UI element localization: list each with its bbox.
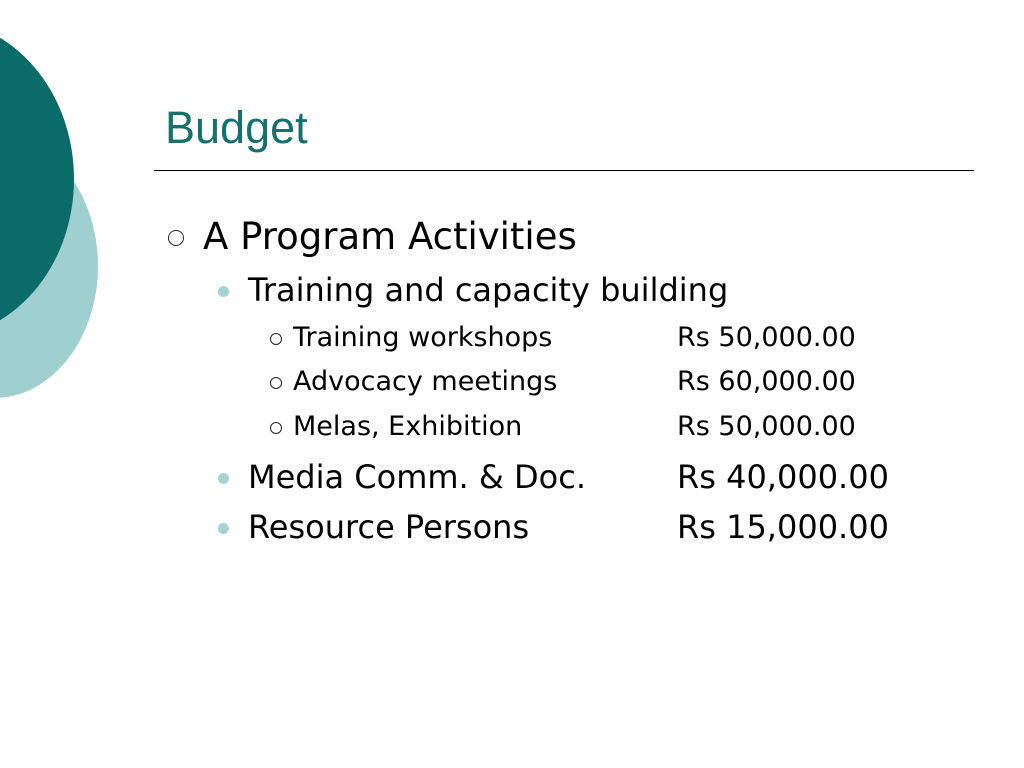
item-label: Melas, Exhibition	[293, 411, 523, 442]
item-amount: Rs 40,000.00	[677, 458, 889, 496]
item-amount: Rs 15,000.00	[677, 508, 889, 546]
filled-circle-bullet-icon	[218, 523, 229, 534]
title-divider	[154, 170, 974, 171]
hollow-circle-bullet-icon	[270, 377, 282, 389]
bullet-label: Training and capacity building	[248, 271, 729, 309]
item-label: Resource Persons	[248, 508, 530, 546]
filled-circle-bullet-icon	[218, 473, 229, 484]
filled-circle-bullet-icon	[218, 286, 229, 297]
slide-title: Budget	[165, 102, 308, 153]
hollow-circle-bullet-icon	[270, 422, 282, 434]
item-label: Advocacy meetings	[293, 366, 558, 397]
item-label: Training workshops	[293, 322, 553, 353]
bullet-label: A Program Activities	[203, 215, 577, 258]
item-amount: Rs 50,000.00	[677, 411, 856, 442]
item-label: Media Comm. & Doc.	[248, 458, 586, 496]
item-amount: Rs 50,000.00	[677, 322, 856, 353]
hollow-circle-bullet-icon	[270, 333, 282, 345]
hollow-circle-bullet-icon	[168, 230, 184, 246]
item-amount: Rs 60,000.00	[677, 366, 856, 397]
